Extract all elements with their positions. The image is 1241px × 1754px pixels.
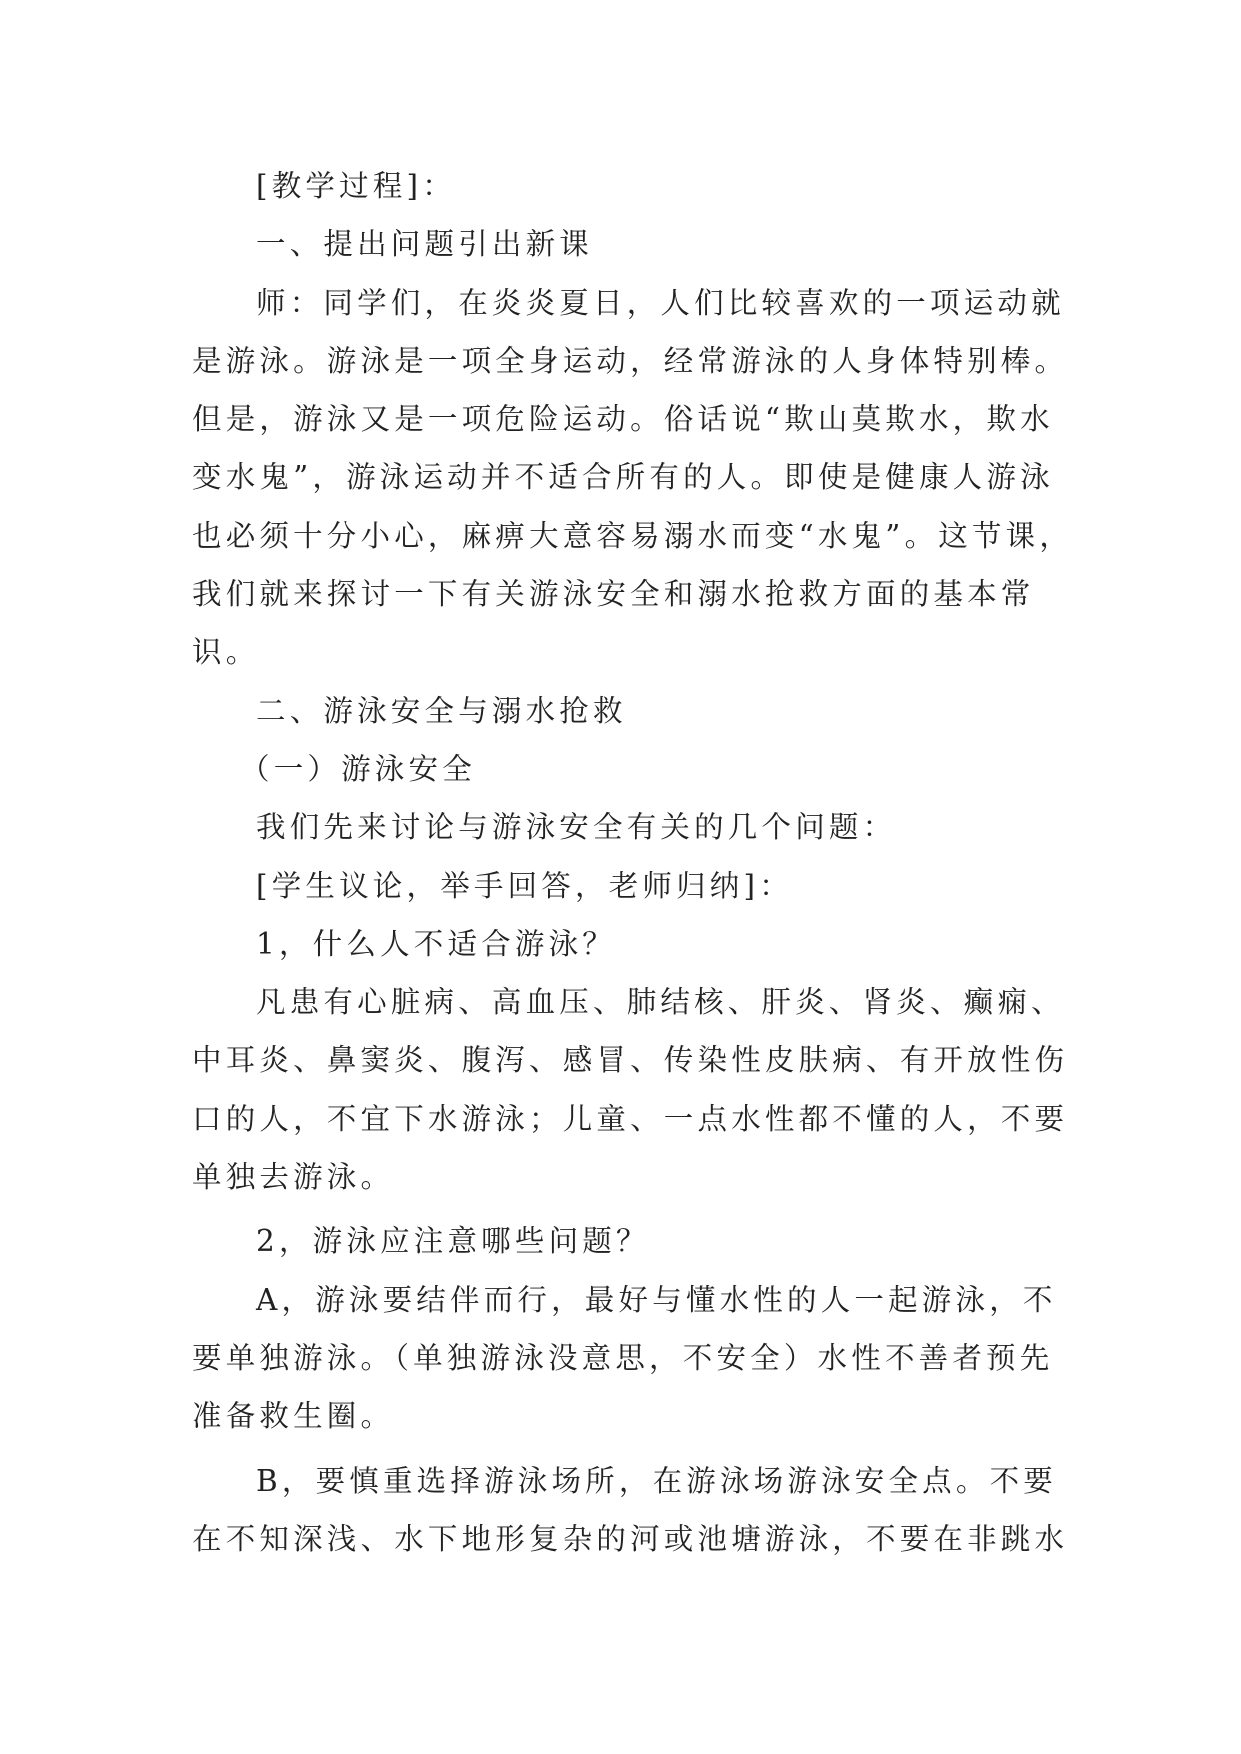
question-1: 1，什么人不适合游泳？: [256, 926, 616, 961]
heading-introduce-new-lesson: 一、提出问题引出新课: [256, 227, 594, 262]
question-2: 2，游泳应注意哪些问题？: [256, 1224, 650, 1259]
answer-2a: A，游泳要结伴而行，最好与懂水性的人一起游泳，不要单独游泳。（单独游泳没意思，不安全）水性不善者预先准备救生圈。: [192, 1282, 1057, 1434]
answer-1: 凡患有心脏病、高血压、肺结核、肝炎、肾炎、癫痫、中耳炎、鼻窦炎、腹泻、感冒、传染性皮肤病、有开放性伤口的人，不宜下水游泳；儿童、一点水性都不懂的人，不要单独去游泳。: [192, 985, 1069, 1195]
subheading-swimming-safety: （一）游泳安全: [240, 751, 476, 786]
heading-swimming-safety-and-rescue: 二、游泳安全与溺水抢救: [256, 693, 627, 728]
document-body: [192, 157, 1082, 1568]
paragraph-teacher-intro: 师：同学们，在炎炎夏日，人们比较喜欢的一项运动就是游泳。游泳是一项全身运动，经常游泳的人身体特别棒。但是，游泳又是一项危险运动。俗话说“欺山莫欺水，欺水变水鬼”，游泳运动并不适合所有的人。即使是健康人游泳也必须十分小心，麻痹大意容易溺水而变“水鬼”。这节课，我们就来探讨一下有关游泳安全和溺水抢救方面的基本常识。: [192, 285, 1074, 670]
paragraph-student-discussion: [学生议论，举手回答，老师归纳]：: [256, 868, 793, 903]
answer-2b: B，要慎重选择游泳场所，在游泳场游泳安全点。不要在不知深浅、水下地形复杂的河或池塘游泳，不要在非跳水: [192, 1463, 1069, 1556]
paragraph-discussion-intro: 我们先来讨论与游泳安全有关的几个问题：: [256, 810, 897, 845]
section-heading-teaching-process: [教学过程]：: [256, 169, 456, 203]
